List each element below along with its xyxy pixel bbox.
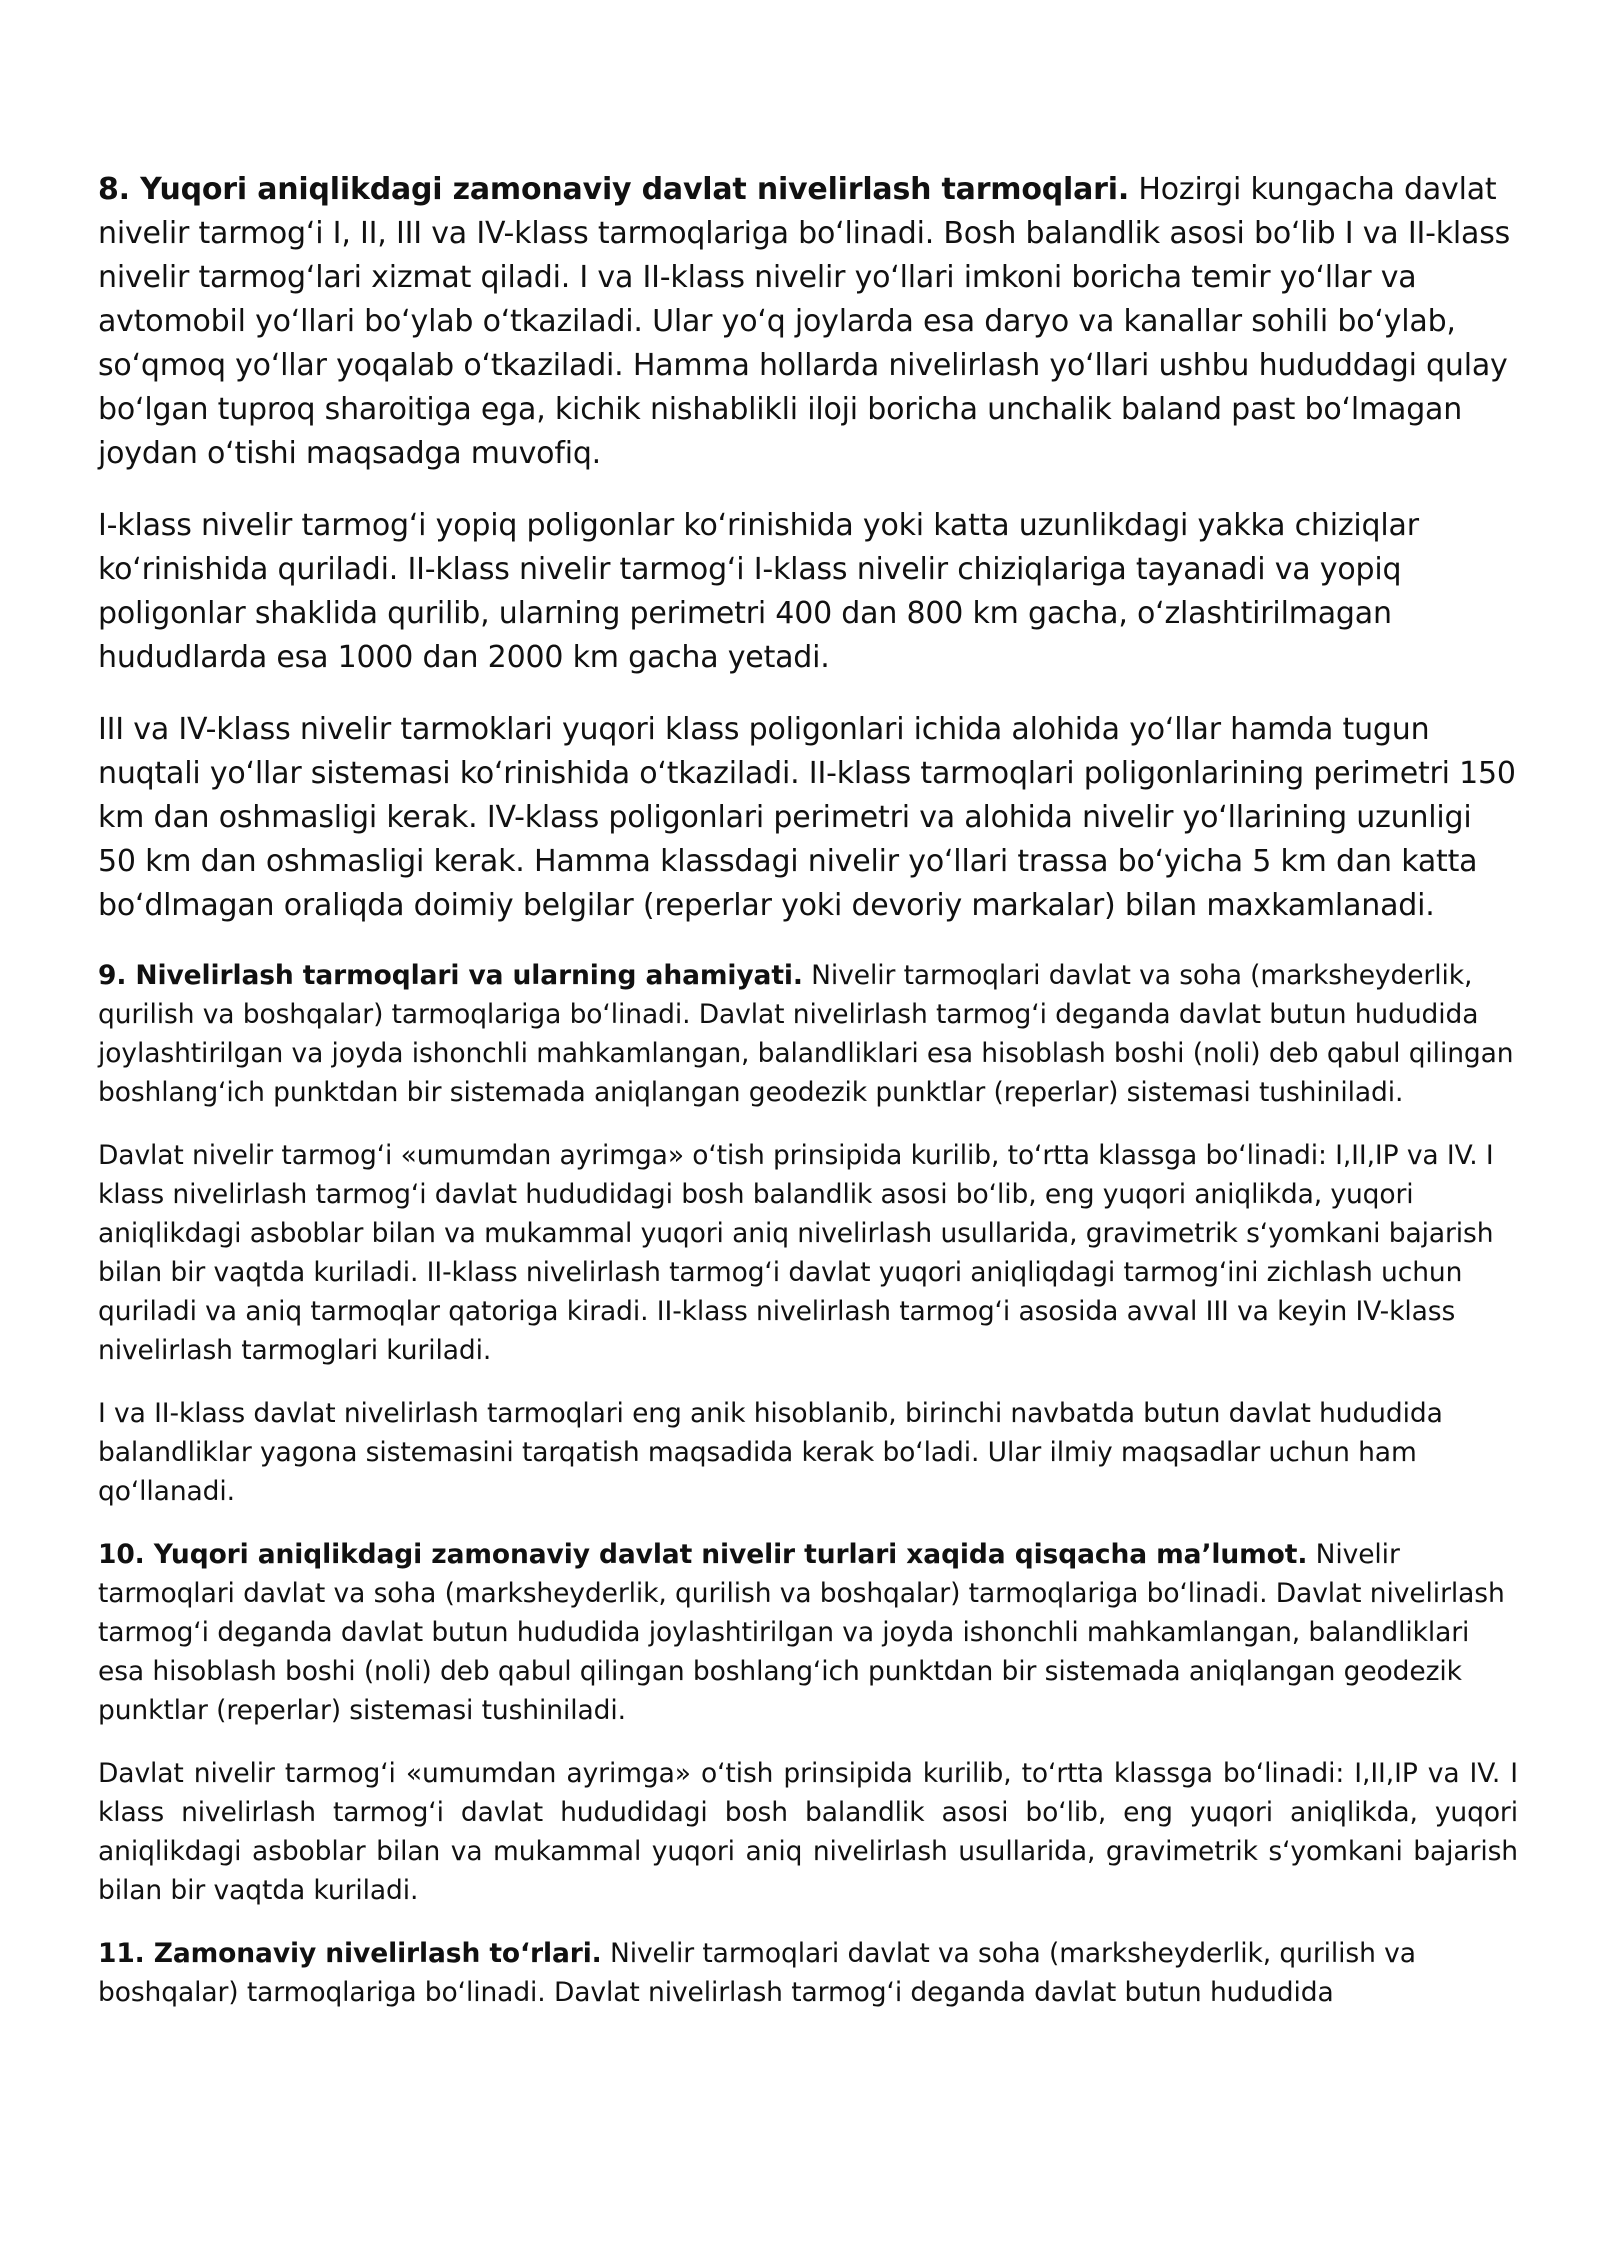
section-10-intro xyxy=(98,1535,1518,1730)
section-9-paragraph: I va II-klass davlat nivelirlash tarmoqlari eng anik hisoblanib, birinchi navbatda butun davlat hududida balandliklar yagona sistemasini tarqatish maqsadida kerak bo‘ladi. Ular ilmiy maqsadlar uchun ham qo‘llanadi. xyxy=(98,1398,1443,1507)
section-9-text: Nivelir tarmoqlari davlat va soha (marksheyderlik, qurilish va boshqalar) tarmoqlariga bo‘linadi. Davlat nivelirlash tarmog‘i deganda davlat butun hududida joylashtirilgan va joyda ishonchli mahkamlangan, balandliklari esa hisoblash boshi (noli) deb qabul qilingan boshlang‘ich punktdan bir sistemada aniqlangan geodezik punktlar (reperlar) sistemasi tushiniladi. xyxy=(98,960,1514,1108)
section-11-intro xyxy=(98,1934,1518,2012)
section-8-text: Hozirgi kungacha davlat nivelir tarmog‘i I, II, III va IV-klass tarmoqlariga bo‘linadi. Bosh balandlik asosi bo‘lib I va II-klass nivelir tarmog‘lari xizmat qiladi. I va II-klass nivelir yo‘llari imkoni boricha temir yo‘llar va avtomobil yo‘llari bo‘ylab o‘tkaziladi. Ular yo‘q joylarda esa daryo va kanallar sohili bo‘ylab, so‘qmoq yo‘llar yoqalab o‘tkaziladi. Hamma hollarda nivelirlash yo‘llari ushbu hududdagi qulay bo‘lgan tuproq sharoitiga ega, kichik nishablikli iloji boricha unchalik baland past bo‘lmagan joydan o‘tishi maqsadga muvofiq. xyxy=(98,172,1511,471)
section-8-heading: 8. Yuqori aniqlikdagi zamonaviy davlat nivelirlash tarmoqlari. xyxy=(98,172,1130,207)
section-11-text: Nivelir tarmoqlari davlat va soha (marksheyderlik, qurilish va boshqalar) tarmoqlariga bo‘linadi. Davlat nivelirlash tarmog‘i deganda davlat butun hududida xyxy=(98,1938,1416,2008)
section-10-paragraph: Davlat nivelir tarmog‘i «umumdan ayrimga» o‘tish prinsipida kurilib, to‘rtta klassga bo‘linadi: I,II,IP va IV. I klass nivelirlash tarmog‘i davlat hududidagi bosh balandlik asosi bo‘lib, eng yuqori aniqlikda, yuqori aniqlikdagi asboblar bilan va mukammal yuqori aniq nivelirlash usullarida, gravimetrik s‘yomkani bajarish bilan bir vaqtda kuriladi. xyxy=(98,1758,1518,1906)
section-10-text: Nivelir tarmoqlari davlat va soha (marksheyderlik, qurilish va boshqalar) tarmoqlariga bo‘linadi. Davlat nivelirlash tarmog‘i deganda davlat butun hududida joylashtirilgan va joyda ishonchli mahkamlangan, balandliklari esa hisoblash boshi (noli) deb qabul qilingan boshlang‘ich punktdan bir sistemada aniqlangan geodezik punktlar (reperlar) sistemasi tushiniladi. xyxy=(98,1539,1505,1726)
section-8-paragraph: III va IV-klass nivelir tarmoklari yuqori klass poligonlari ichida alohida yo‘llar hamda tugun nuqtali yo‘llar sistemasi ko‘rinishida o‘tkaziladi. II-klass tarmoqlari poligonlarining perimetri 150 km dan oshmasligi kerak. IV-klass poligonlari perimetri va alohida nivelir yo‘llarining uzunligi 50 km dan oshmasligi kerak. Hamma klassdagi nivelir yo‘llari trassa bo‘yicha 5 km dan katta bo‘dlmagan oraliqda doimiy belgilar (reperlar yoki devoriy markalar) bilan maxkamlanadi. xyxy=(98,712,1516,923)
section-8-intro xyxy=(98,168,1518,476)
section-8-paragraph: I-klass nivelir tarmog‘i yopiq poligonlar ko‘rinishida yoki katta uzunlikdagi yakka chiziqlar ko‘rinishida quriladi. II-klass nivelir tarmog‘i I-klass nivelir chiziqlariga tayanadi va yopiq poligonlar shaklida qurilib, ularning perimetri 400 dan 800 km gacha, o‘zlashtirilmagan hududlarda esa 1000 dan 2000 km gacha yetadi. xyxy=(98,508,1419,675)
section-10-heading: 10. Yuqori aniqlikdagi zamonaviy davlat nivelir turlari xaqida qisqacha ma’lumot. xyxy=(98,1539,1308,1570)
section-9-intro xyxy=(98,956,1518,1112)
section-9-heading: 9. Nivelirlash tarmoqlari va ularning ahamiyati. xyxy=(98,960,803,991)
document-page xyxy=(98,168,1518,2036)
section-9-paragraph: Davlat nivelir tarmog‘i «umumdan ayrimga» o‘tish prinsipida kurilib, to‘rtta klassga bo‘linadi: I,II,IP va IV. I klass nivelirlash tarmog‘i davlat hududidagi bosh balandlik asosi bo‘lib, eng yuqori aniqlikda, yuqori aniqlikdagi asboblar bilan va mukammal yuqori aniq nivelirlash usullarida, gravimetrik s‘yomkani bajarish bilan bir vaqtda kuriladi. II-klass nivelirlash tarmog‘i davlat yuqori aniqliqdagi tarmog‘ini zichlash uchun quriladi va aniq tarmoqlar qatoriga kiradi. II-klass nivelirlash tarmog‘i asosida avval III va keyin IV-klass nivelirlash tarmoglari kuriladi. xyxy=(98,1140,1494,1366)
section-11-heading: 11. Zamonaviy nivelirlash to‘rlari. xyxy=(98,1938,602,1969)
